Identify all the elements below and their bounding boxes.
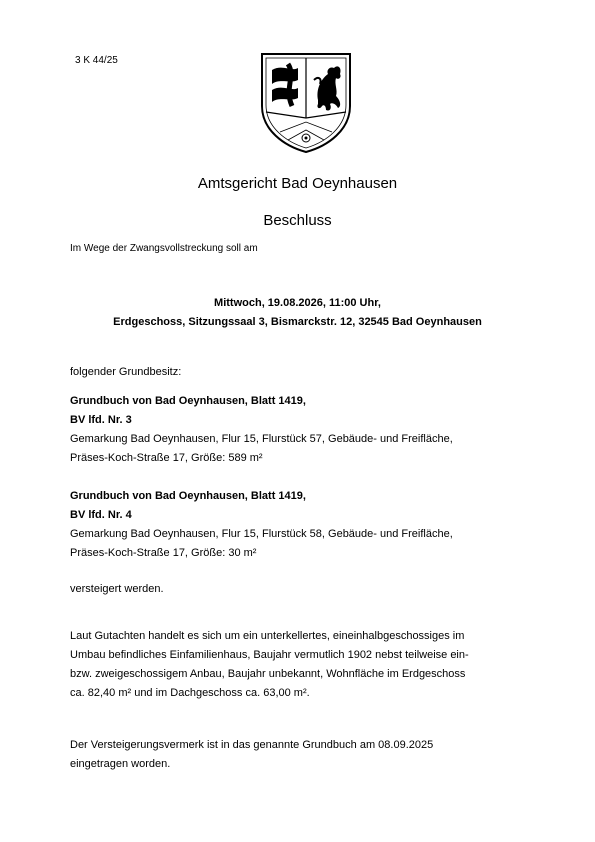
property-description: Gemarkung Bad Oeynhausen, Flur 15, Flurstück 58, Gebäude- und Freifläche, [70, 528, 453, 540]
appointment-location: Erdgeschoss, Sitzungssaal 3, Bismarckstr. 12, 32545 Bad Oeynhausen [113, 316, 482, 328]
property-address: Präses-Koch-Straße 17, Größe: 30 m² [70, 547, 257, 559]
closing-text: versteigert werden. [70, 583, 164, 595]
property-address: Präses-Koch-Straße 17, Größe: 589 m² [70, 452, 263, 464]
property-intro: folgender Grundbesitz: [70, 366, 182, 378]
property-description: Gemarkung Bad Oeynhausen, Flur 15, Flurstück 57, Gebäude- und Freifläche, [70, 433, 453, 445]
property-register: Grundbuch von Bad Oeynhausen, Blatt 1419, [70, 490, 306, 502]
appointment-date: Mittwoch, 19.08.2026, 11:00 Uhr, [214, 297, 381, 309]
property-entry [70, 487, 530, 563]
registration-paragraph [70, 736, 515, 774]
registration-line: eingetragen worden. [70, 758, 171, 770]
registration-line: Der Versteigerungsvermerk ist in das genannte Grundbuch am 08.09.2025 [70, 739, 434, 751]
property-item: BV lfd. Nr. 4 [70, 509, 132, 521]
document-title: Beschluss [263, 212, 332, 229]
appraisal-line: bzw. zweigeschossigem Anbau, Baujahr unbekannt, Wohnfläche im Erdgeschoss [70, 668, 466, 680]
appraisal-line: ca. 82,40 m² und im Dachgeschoss ca. 63,00 m². [70, 687, 310, 699]
case-number: 3 K 44/25 [75, 55, 118, 66]
auction-appointment [0, 294, 595, 332]
nrw-coat-of-arms-icon [258, 50, 354, 154]
court-name: Amtsgericht Bad Oeynhausen [197, 175, 398, 192]
property-item: BV lfd. Nr. 3 [70, 414, 132, 426]
property-register: Grundbuch von Bad Oeynhausen, Blatt 1419, [70, 395, 306, 407]
property-entry [70, 392, 530, 468]
appraisal-line: Umbau befindliches Einfamilienhaus, Baujahr vermutlich 1902 nebst teilweise ein- [70, 649, 469, 661]
appraisal-paragraph [70, 627, 515, 703]
intro-text: Im Wege der Zwangsvollstreckung soll am [70, 243, 258, 254]
appraisal-line: Laut Gutachten handelt es sich um ein unterkellertes, eineinhalbgeschossiges im [70, 630, 465, 642]
